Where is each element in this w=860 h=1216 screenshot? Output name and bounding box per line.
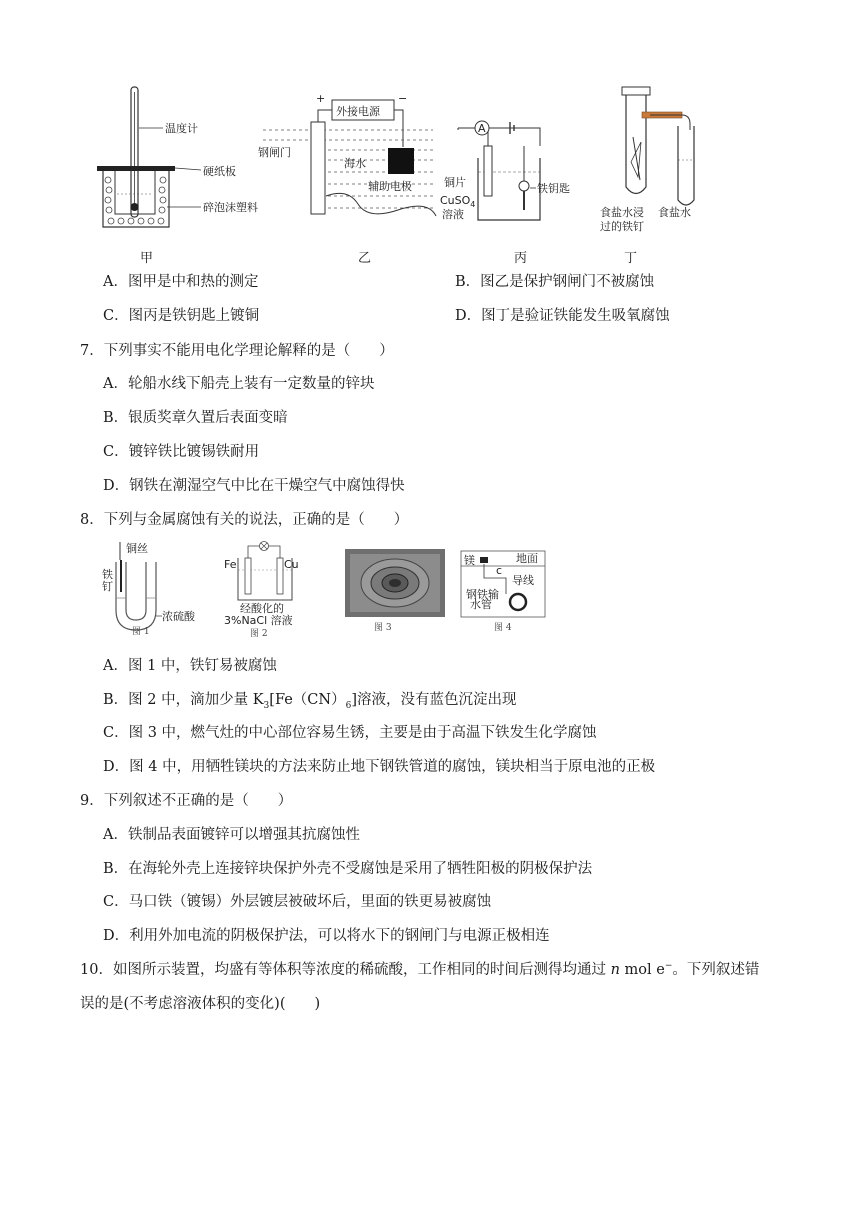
q7-option-a: A．轮船水线下船壳上装有一定数量的锌块 [103,376,375,392]
q6-option-c: C．图丙是铁钥匙上镀铜 [103,308,260,324]
label-copper: 铜片 [444,176,466,189]
aux-electrode [388,148,414,174]
q9-option-a: A．铁制品表面镀锌可以增强其抗腐蚀性 [103,827,360,843]
label-cardboard: 硬纸板 [203,165,236,178]
figure-yi [258,92,438,232]
q9-stem: 9．下列叙述不正确的是（ ） [80,793,293,809]
label-seawater: 海水 [344,157,366,170]
q6-option-d: D．图丁是验证铁能发生吸氧腐蚀 [455,308,670,324]
figure-2 [218,536,308,626]
q7-stem: 7．下列事实不能用电化学理论解释的是（ ） [80,343,394,359]
copper-plate [484,146,492,196]
q8-option-c: C．图 3 中，燃气灶的中心部位容易生锈，主要是由于高温下铁发生化学腐蚀 [103,725,597,741]
svg-text:+: + [316,92,326,105]
svg-text:Fe: Fe [224,558,237,571]
caption-fig2: 图 2 [250,629,268,639]
svg-text:钉: 钉 [102,580,113,593]
test-tube-right [678,126,694,205]
figure-1 [100,540,200,640]
caption-fig3: 图 3 [374,623,392,633]
ammeter: A [478,122,486,135]
caption-fig1: 图 1 [132,627,150,637]
q6-option-a: A．图甲是中和热的测定 [103,274,259,290]
test-tube-left [626,95,646,194]
label-aux: 辅助电极 [368,180,412,193]
label-saltwater: 食盐水 [658,206,691,219]
caption-fig4: 图 4 [494,623,512,633]
q9-option-c: C．马口铁（镀锡）外层镀层被破坏后，里面的铁更易被腐蚀 [103,894,492,910]
q10-stem-line1: 10．如图所示装置，均盛有等体积等浓度的稀硫酸，工作相同的时间后测得均通过 n mol e−。下列叙述错 [80,961,760,978]
q8-stem: 8．下列与金属腐蚀有关的说法，正确的是（ ） [80,512,409,528]
caption-yi: 乙 [358,251,372,266]
q8-option-b: B．图 2 中，滴加少量 $K_3[Fe(CN)_6]$溶液，没有蓝色沉淀出现 [103,692,517,711]
q8-option-a: A．图 1 中，铁钉易被腐蚀 [103,658,277,674]
svg-text:钢铁输: 钢铁输 [466,588,499,601]
label-foam: 碎泡沫塑料 [203,201,258,214]
svg-text:铁: 铁 [102,568,113,581]
q7-option-b: B．银质奖章久置后表面变暗 [103,410,288,426]
q7-option-c: C．镀锌铁比镀锡铁耐用 [103,444,260,460]
svg-text:3%NaCl 溶液: 3%NaCl 溶液 [224,614,293,626]
caption-jia: 甲 [140,251,154,266]
label-salt-nail-2: 过的铁钉 [600,220,644,233]
label-salt-nail-1: 食盐水浸 [600,206,644,219]
q6-option-b: B．图乙是保护钢闸门不被腐蚀 [455,274,655,290]
label-gate: 钢闸门 [258,146,291,159]
label-thermometer: 温度计 [165,122,198,135]
label-power: 外接电源 [336,105,380,118]
cardboard [97,166,175,171]
figure-4 [460,550,546,618]
svg-text:导线: 导线 [512,574,534,587]
svg-text:经酸化的: 经酸化的 [240,602,284,615]
figure-ding [598,82,713,234]
caption-ding: 丁 [624,251,638,266]
svg-text:铜丝: 铜丝 [126,542,148,555]
svg-text:−: − [398,92,408,105]
svg-text:水管: 水管 [470,598,492,611]
label-key: 铁钥匙 [537,182,570,195]
label-cuso4: CuSO$_4$ [440,194,476,209]
figure-jia [95,82,265,242]
svg-text:浓硫酸: 浓硫酸 [162,610,195,623]
q7-option-d: D．钢铁在潮湿空气中比在干燥空气中腐蚀得快 [103,478,405,494]
svg-text:地面: 地面 [516,552,538,565]
label-solution: 溶液 [442,208,464,221]
q10-stem-line2: 误的是(不考虑溶液体积的变化)( ) [80,996,321,1012]
svg-text:Cu: Cu [284,558,299,571]
steel-gate [311,122,325,214]
svg-text:c: c [496,564,503,577]
figure-3 [344,548,446,618]
q9-option-b: B．在海轮外壳上连接锌块保护外壳不受腐蚀是采用了牺牲阳极的阴极保护法 [103,861,593,877]
caption-bing: 丙 [514,251,528,266]
figure-bing [440,112,570,234]
q8-option-d: D．图 4 中，用牺牲镁块的方法来防止地下钢铁管道的腐蚀，镁块相当于原电池的正极 [103,759,656,775]
svg-text:镁: 镁 [464,554,475,567]
q9-option-d: D．利用外加电流的阴极保护法，可以将水下的钢闸门与电源正极相连 [103,928,550,944]
